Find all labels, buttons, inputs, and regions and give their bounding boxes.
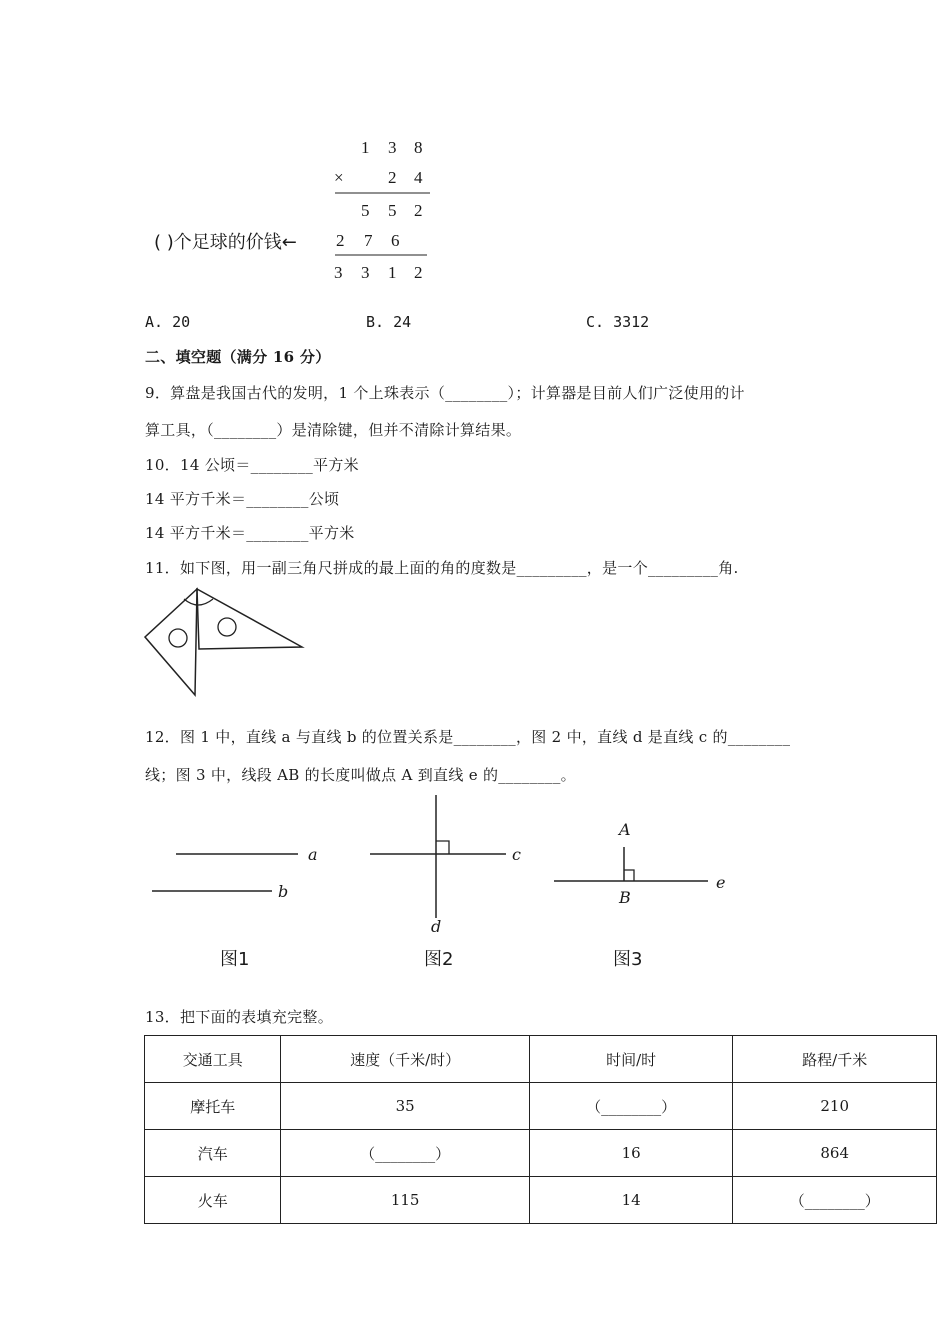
- mult-digit: 3: [388, 138, 397, 157]
- table-cell: 汽车: [145, 1130, 281, 1177]
- ruler-hole-1: [169, 629, 187, 647]
- option-b: B. 24: [366, 313, 412, 331]
- mult-caption: ( )个足球的价钱←: [154, 232, 297, 253]
- mult-digit: 2: [336, 231, 345, 250]
- ruler-hole-2: [218, 618, 236, 636]
- mult-digit: 5: [361, 201, 370, 220]
- multiplication-figure: [140, 130, 440, 290]
- question-12-line1: 12．图 1 中，直线 a 与直线 b 的位置关系是________，图 2 中，直线 d 是直线 c 的________: [145, 728, 791, 746]
- table-row: [145, 1177, 937, 1224]
- question-10-line1: 10．14 公顷＝________平方米: [145, 456, 359, 474]
- mult-digit: 5: [388, 201, 397, 220]
- table-cell: 864: [733, 1130, 937, 1177]
- label-point-a: A: [619, 820, 631, 839]
- question-12-line2: 线；图 3 中，线段 AB 的长度叫做点 A 到直线 e 的________。: [145, 766, 576, 784]
- table-cell: （________）: [733, 1177, 937, 1224]
- table-header-row: [145, 1036, 937, 1083]
- mult-digit: 2: [414, 263, 423, 282]
- figure-2-label: 图2: [424, 949, 454, 970]
- mult-digit: 3: [361, 263, 370, 282]
- question-13: 13．把下面的表填充完整。: [145, 1008, 333, 1026]
- table-cell: 35: [281, 1083, 529, 1130]
- option-a: A. 20: [145, 313, 191, 331]
- angle-arc: [184, 599, 213, 605]
- right-angle-mark: [436, 841, 449, 854]
- table-cell: （________）: [281, 1130, 529, 1177]
- label-point-b: B: [619, 888, 631, 907]
- table-cell: 16: [529, 1130, 733, 1177]
- mult-digit: 3: [334, 263, 343, 282]
- triangle-ruler-1: [145, 589, 197, 695]
- table-cell: 14: [529, 1177, 733, 1224]
- mult-digit: 4: [414, 168, 423, 187]
- table-header: 交通工具: [145, 1036, 281, 1083]
- table-row: [145, 1130, 937, 1177]
- figure-3-label: 图3: [613, 949, 643, 970]
- figure-1-label: 图1: [220, 949, 250, 970]
- question-10-line2: 14 平方千米＝________公顷: [145, 490, 340, 508]
- mult-digit: 1: [388, 263, 397, 282]
- table-cell: 火车: [145, 1177, 281, 1224]
- label-d: d: [431, 917, 442, 936]
- mult-digit: 8: [414, 138, 423, 157]
- mult-digit: 7: [364, 231, 373, 250]
- table-cell: 210: [733, 1083, 937, 1130]
- table-cell: 115: [281, 1177, 529, 1224]
- right-angle-mark: [624, 870, 634, 881]
- times-sign: ×: [334, 168, 344, 187]
- option-c: C. 3312: [586, 313, 650, 331]
- table-cell: 摩托车: [145, 1083, 281, 1130]
- label-a: a: [308, 845, 318, 864]
- mult-digit: 2: [388, 168, 397, 187]
- question-10-line3: 14 平方千米＝________平方米: [145, 524, 355, 542]
- table-row: [145, 1083, 937, 1130]
- question-9-line1: 9．算盘是我国古代的发明，1 个上珠表示（________）；计算器是目前人们广泛使用的计: [145, 384, 745, 402]
- question-11: 11．如下图，用一副三角尺拼成的最上面的角的度数是_________，是一个_________角.: [145, 559, 739, 577]
- table-cell: （________）: [529, 1083, 733, 1130]
- triangle-ruler-2: [197, 589, 302, 649]
- label-b: b: [278, 882, 289, 901]
- mult-digit: 2: [414, 201, 423, 220]
- table-header: 速度（千米/时）: [281, 1036, 529, 1083]
- label-e: e: [716, 873, 726, 892]
- label-c: c: [512, 845, 521, 864]
- question-9-line2: 算工具，（________）是清除键，但并不清除计算结果。: [145, 421, 522, 439]
- section-title: 二、填空题（满分 16 分）: [145, 348, 331, 366]
- mult-digit: 1: [361, 138, 370, 157]
- triangle-rulers-figure: [140, 585, 310, 700]
- table-header: 路程/千米: [733, 1036, 937, 1083]
- line-figures: [140, 790, 760, 980]
- mult-digit: 6: [391, 231, 400, 250]
- table-header: 时间/时: [529, 1036, 733, 1083]
- speed-time-distance-table: [144, 1035, 937, 1224]
